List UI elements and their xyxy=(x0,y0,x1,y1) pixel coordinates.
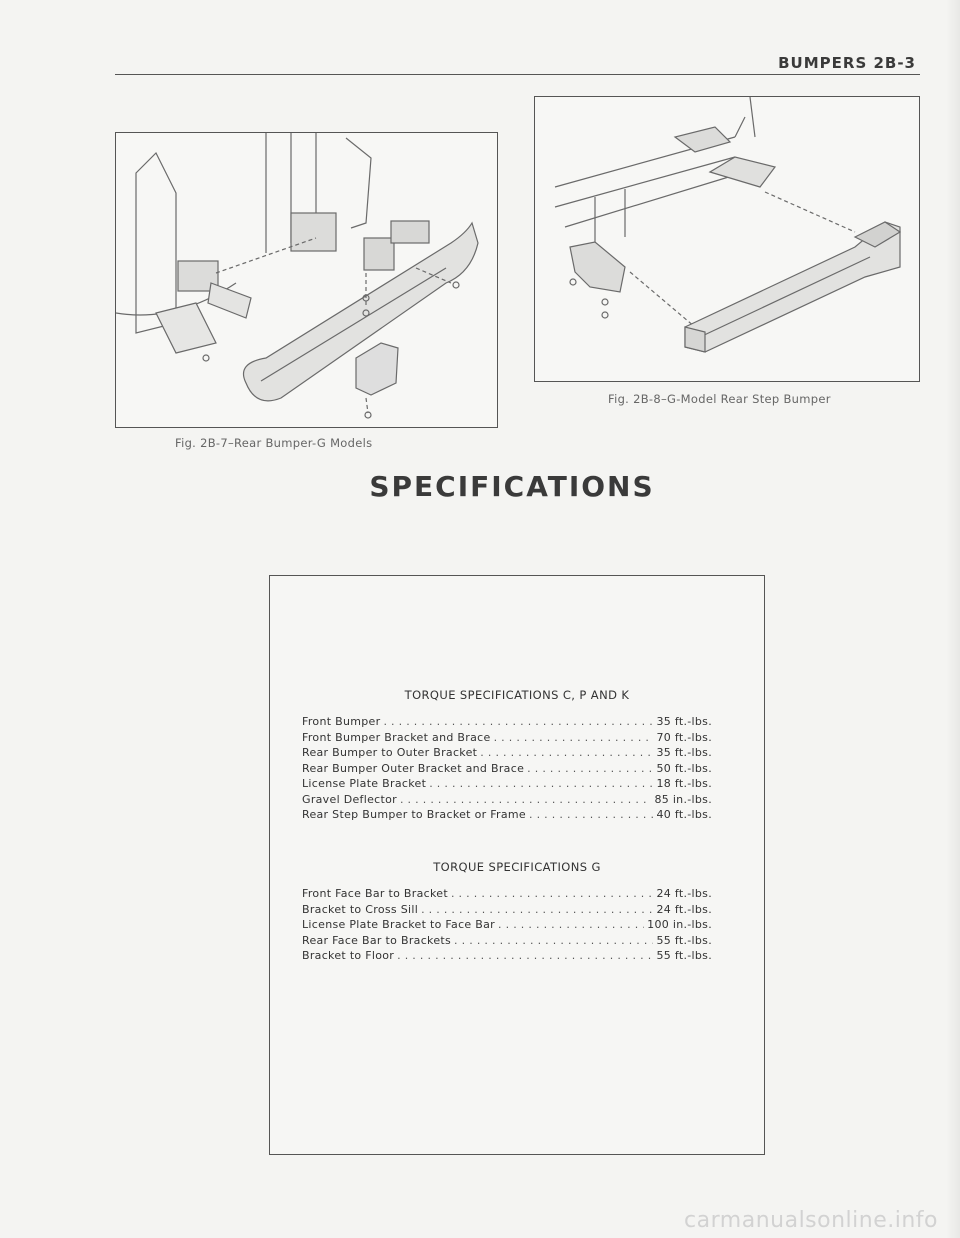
figure-caption-1: Fig. 2B-7–Rear Bumper-G Models xyxy=(175,436,373,450)
watermark-text: carmanualsonline.info xyxy=(684,1208,938,1233)
page-header-title: BUMPERS 2B-3 xyxy=(778,54,916,72)
spec-row: Front Bumper . . . 35 ft.-lbs. xyxy=(302,714,712,730)
header-rule xyxy=(115,74,920,75)
torque-table-g xyxy=(302,886,712,964)
torque-table-heading-cpk: TORQUE SPECIFICATIONS C, P AND K xyxy=(404,688,630,702)
spec-row: Bracket to Floor . . . 55 ft.-lbs. xyxy=(302,948,712,964)
specifications-box xyxy=(269,575,765,1155)
spec-row: Rear Face Bar to Brackets . . . 55 ft.-lbs. xyxy=(302,933,712,949)
figure-rear-step-bumper xyxy=(534,96,920,382)
rear-bumper-g-illustration xyxy=(116,133,497,427)
spec-row: Rear Bumper to Outer Bracket . . . 35 ft.-lbs. xyxy=(302,745,712,761)
torque-table-cpk xyxy=(302,714,712,823)
torque-table-heading-g: TORQUE SPECIFICATIONS G xyxy=(433,860,601,874)
spec-row: License Plate Bracket to Face Bar . . . 100 in.-lbs. xyxy=(302,917,712,933)
rear-step-bumper-illustration xyxy=(535,97,919,381)
spec-row: Rear Bumper Outer Bracket and Brace . . . 50 ft.-lbs. xyxy=(302,761,712,777)
spec-row: Front Bumper Bracket and Brace . . . 70 ft.-lbs. xyxy=(302,730,712,746)
spec-row: Rear Step Bumper to Bracket or Frame . . . 40 ft.-lbs. xyxy=(302,807,712,823)
spec-row: License Plate Bracket . . . 18 ft.-lbs. xyxy=(302,776,712,792)
page-edge-shade xyxy=(946,0,960,1238)
spec-row: Gravel Deflector . . . 85 in.-lbs. xyxy=(302,792,712,808)
figure-rear-bumper-g xyxy=(115,132,498,428)
specifications-title: SPECIFICATIONS xyxy=(369,470,655,503)
spec-row: Bracket to Cross Sill . . . 24 ft.-lbs. xyxy=(302,902,712,918)
spec-row: Front Face Bar to Bracket . . . 24 ft.-lbs. xyxy=(302,886,712,902)
figure-caption-2: Fig. 2B-8–G-Model Rear Step Bumper xyxy=(608,392,831,406)
